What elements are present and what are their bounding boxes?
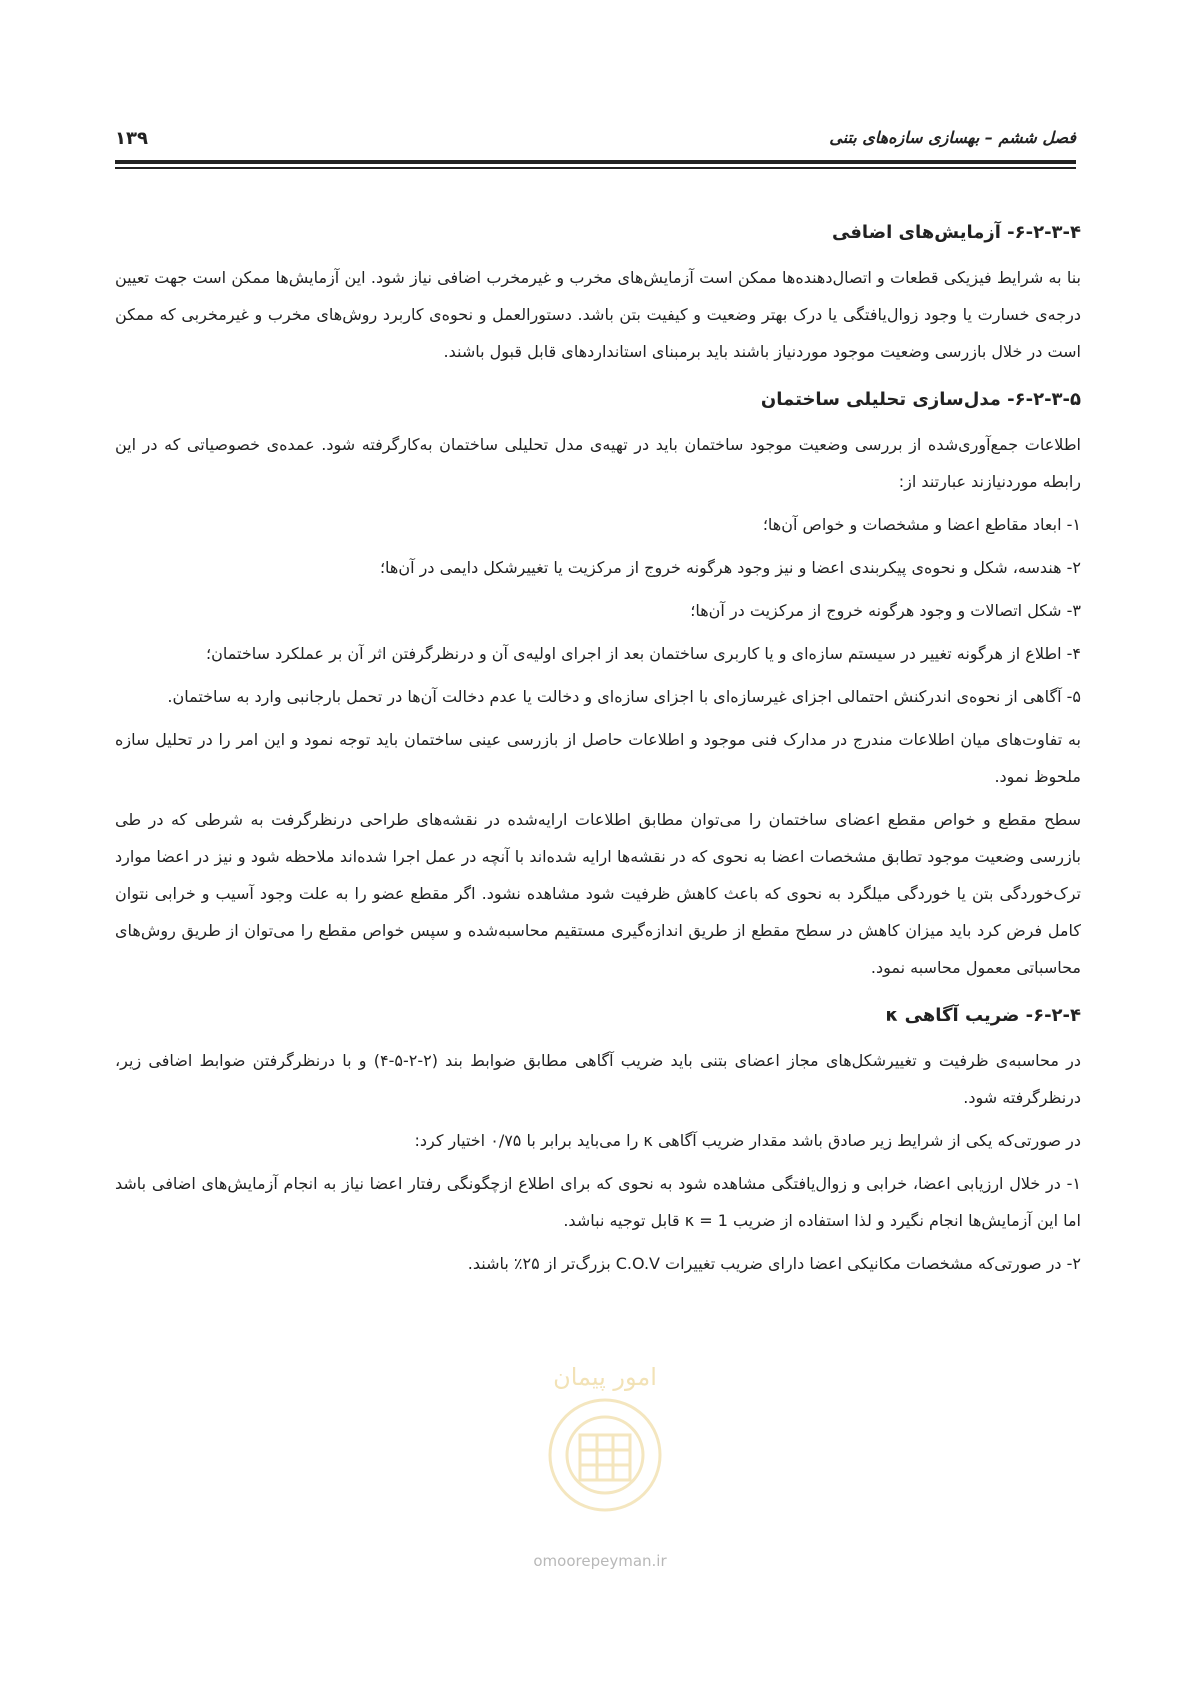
list-item: ۲- هندسه، شکل و نحوه‌ی پیکربندی اعضا و نیز وجود هرگونه خروج از مرکزیت یا تغییرشکل دایمی در آن‌ها؛ xyxy=(379,558,1081,577)
list-item: ۵- آگاهی از نحوه‌ی اندرکنش احتمالی اجزای غیرسازه‌ای با اجزای سازه‌ای و دخالت یا عدم دخالت آن‌ها در تحمل بارجانبی وارد به ساختمان. xyxy=(167,687,1081,706)
paragraph: در صورتی‌که یکی از شرایط زیر صادق باشد مقدار ضریب آگاهی κ را می‌باید برابر با ۰/۷۵ اختیار کرد: xyxy=(414,1131,1081,1150)
section-heading-analytical-modeling: ۶-۲-۳-۵- مدل‌سازی تحلیلی ساختمان xyxy=(760,389,1081,410)
watermark-url: omoorepeyman.ir xyxy=(533,1552,667,1570)
list-item: ۱- در خلال ارزیابی اعضا، خرابی و زوال‌یافتگی مشاهده شود به نحوی که برای اطلاع ازچگونگی رفتار اعضا نیاز به انجام آزمایش‌های اضافی باشد اما این آزمایش‌ها انجام نگیرد و لذا استفاده از ضریب κ = 1 قابل توجیه نباشد. xyxy=(115,1174,1081,1230)
list-item: ۲- در صورتی‌که مشخصات مکانیکی اعضا دارای ضریب تغییرات C.O.V بزرگ‌تر از ۲۵٪ باشند. xyxy=(467,1254,1081,1273)
paragraph: در محاسبه‌ی ظرفیت و تغییرشکل‌های مجاز اعضای بتنی باید ضریب آگاهی مطابق ضوابط بند (۲-۲-۵-۴) و با درنظرگرفتن ضوابط اضافی زیر، درنظرگرفته شود. xyxy=(115,1051,1081,1107)
chapter-title: فصل ششم – بهسازی سازه‌های بتنی xyxy=(829,128,1076,147)
paragraph: به تفاوت‌های میان اطلاعات مندرج در مدارک فنی موجود و اطلاعات حاصل از بازرسی عینی ساختمان باید توجه نمود و این امر را در تحلیل سازه ملحوظ نمود. xyxy=(115,730,1081,786)
section-heading-knowledge-factor: ۶-۲-۴- ضریب آگاهی κ xyxy=(885,1005,1081,1026)
paragraph: سطح مقطع و خواص مقطع اعضای ساختمان را می‌توان مطابق اطلاعات ارایه‌شده در نقشه‌های طراحی درنظرگرفت به شرطی که در طی بازرسی وضعیت موجود تطابق مشخصات اعضا به نحوی که در نقشه‌ها ارایه شده‌اند با آنچه در عمل اجرا شده‌اند ملاحظه شود و نیز در اعضا موارد ترک‌خوردگی بتن یا خوردگی میلگرد به نحوی که باعث کاهش ظرفیت شود مشاهده نشود. اگر مقطع عضو را به علت وجود آسیب و خرابی نتوان کامل فرض کرد باید میزان کاهش در سطح مقطع از طریق اندازه‌گیری مستقیم محاسبه‌شده و سپس خواص مقطع را می‌توان از طریق روش‌های محاسباتی معمول محاسبه نمود. xyxy=(115,810,1081,977)
paragraph: بنا به شرایط فیزیکی قطعات و اتصال‌دهنده‌ها ممکن است آزمایش‌های مخرب و غیرمخرب اضافی نیاز شود. این آزمایش‌ها ممکن است جهت تعیین درجه‌ی خسارت یا وجود زوال‌یافتگی یا درک بهتر وضعیت و کیفیت بتن باشد. دستورالعمل و نحوه‌ی کاربرد روش‌های مخرب و غیرمخربی که ممکن است در خلال بازرسی وضعیت موجود موردنیاز باشند باید برمبنای استانداردهای قابل قبول باشند. xyxy=(115,268,1081,361)
paragraph: اطلاعات جمع‌آوری‌شده از بررسی وضعیت موجود ساختمان باید در تهیه‌ی مدل تحلیلی ساختمان به‌کارگرفته شود. عمده‌ی خصوصیاتی که در این رابطه موردنیازند عبارتند از: xyxy=(115,435,1081,491)
watermark-logo-icon xyxy=(500,1330,710,1580)
list-item: ۳- شکل اتصالات و وجود هرگونه خروج از مرکزیت در آن‌ها؛ xyxy=(690,601,1081,620)
list-item: ۱- ابعاد مقاطع اعضا و مشخصات و خواص آن‌ها؛ xyxy=(762,515,1081,534)
page-number: ۱۳۹ xyxy=(115,128,148,149)
svg-text:امور پیمان: امور پیمان xyxy=(553,1363,657,1391)
header-rule-thin xyxy=(115,167,1076,169)
list-item: ۴- اطلاع از هرگونه تغییر در سیستم سازه‌ای و یا کاربری ساختمان بعد از اجرای اولیه‌ی آن و درنظرگرفتن اثر آن بر عملکرد ساختمان؛ xyxy=(206,644,1081,663)
page-body xyxy=(115,215,1081,1288)
section-heading-additional-tests: ۶-۲-۳-۴- آزمایش‌های اضافی xyxy=(831,222,1081,243)
header-rule-thick xyxy=(115,160,1076,164)
